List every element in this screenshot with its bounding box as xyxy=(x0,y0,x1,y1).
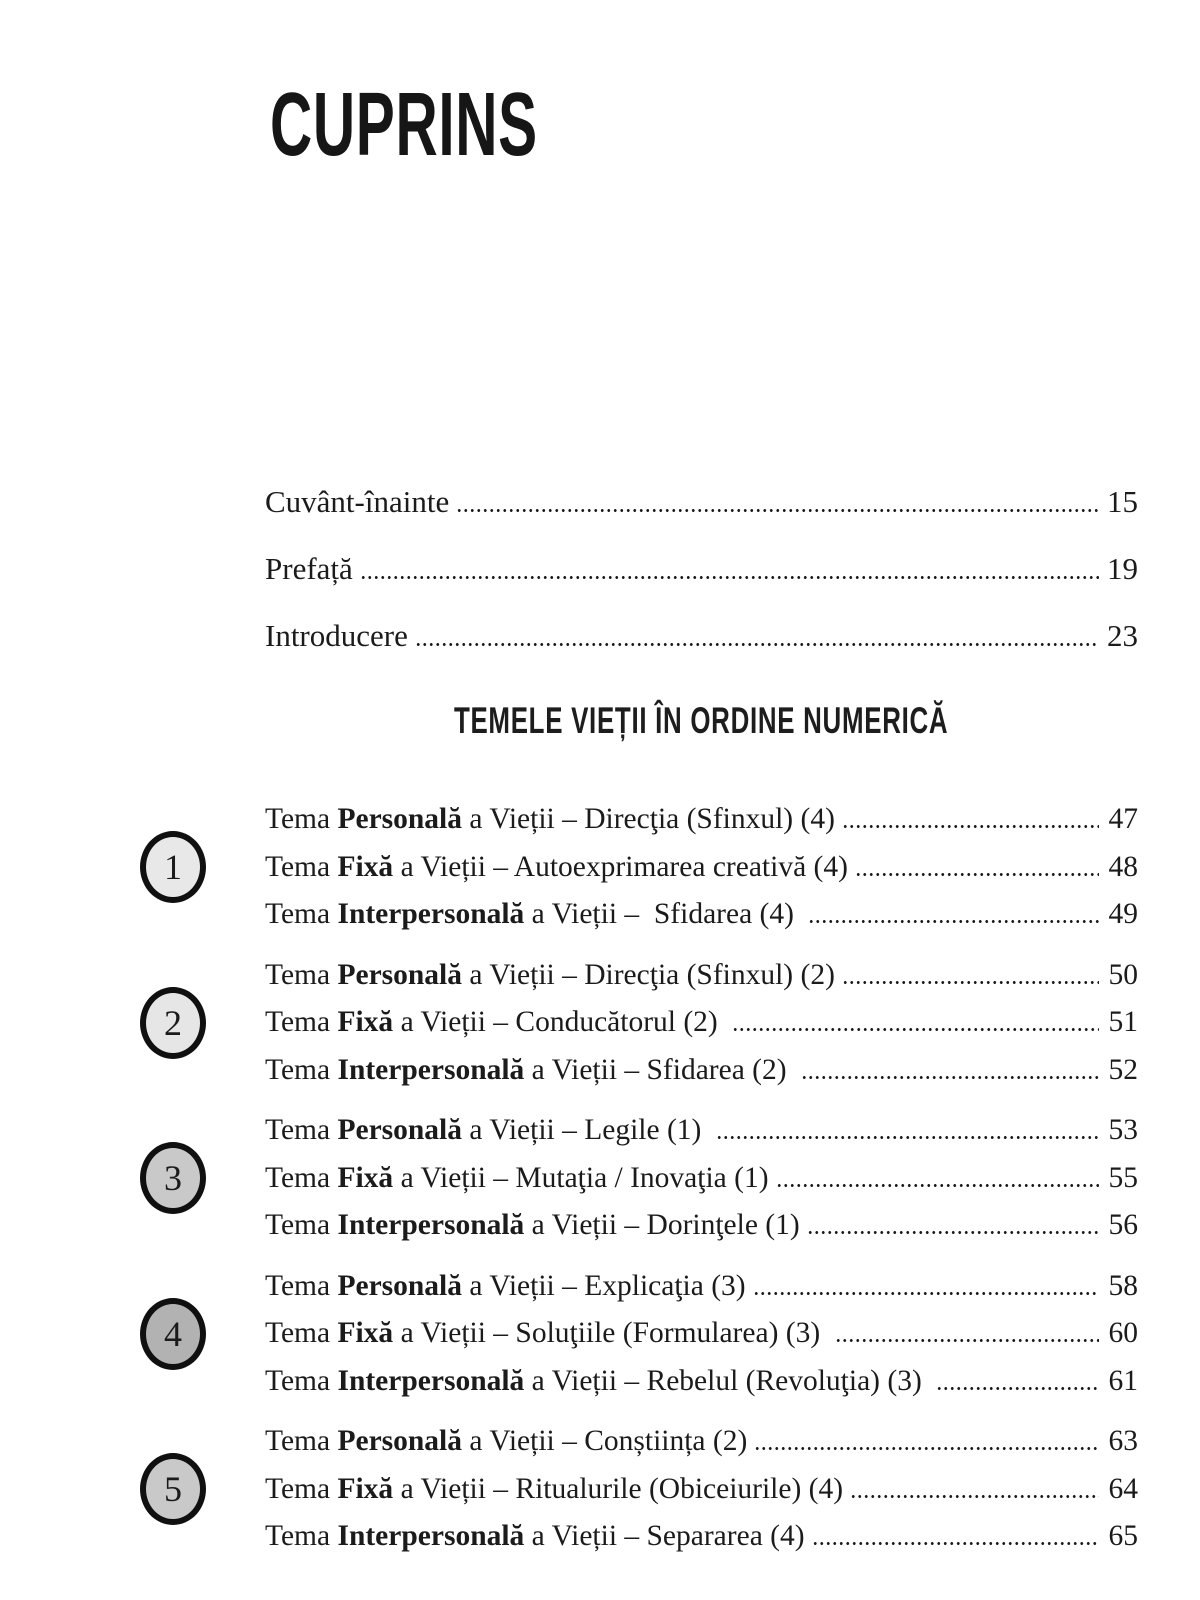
page-number: 52 xyxy=(1108,1053,1138,1086)
toc-entry-title: Tema Fixă a Vieții – Conducătorul (2) xyxy=(265,1006,726,1038)
page-number: 60 xyxy=(1108,1317,1138,1349)
toc-entry-title: Tema Interpersonală a Vieții – Rebelul (Revoluţia) (3) xyxy=(265,1364,930,1397)
group-number-badge xyxy=(140,987,206,1059)
group-gutter xyxy=(120,987,265,1059)
dot-leader xyxy=(415,643,1099,646)
dot-leader xyxy=(776,1184,1099,1187)
toc-group xyxy=(120,952,1138,1095)
toc-entry xyxy=(265,1047,1138,1095)
toc-entry xyxy=(265,1513,1138,1561)
page-number: 49 xyxy=(1108,898,1138,930)
toc-group xyxy=(120,1107,1138,1250)
dot-leader xyxy=(716,1136,1099,1139)
page-number: 64 xyxy=(1108,1472,1138,1505)
toc-group xyxy=(120,1418,1138,1561)
dot-leader xyxy=(855,873,1099,876)
toc-entry-title: Tema Fixă a Vieții – Autoexprimarea creativă (4) xyxy=(265,850,848,883)
dot-leader xyxy=(807,1231,1099,1234)
group-number: 4 xyxy=(164,1313,182,1354)
toc-entry-title: Tema Personală a Vieții – Explicaţia (3) xyxy=(265,1269,746,1302)
page-number: 23 xyxy=(1107,618,1138,653)
toc-entry xyxy=(265,952,1138,1000)
group-number-badge xyxy=(140,1142,206,1214)
dot-leader xyxy=(754,1447,1099,1450)
toc-entry-title: Tema Personală a Vieții – Direcţia (Sfinxul) (2) xyxy=(265,958,835,991)
page-number: 56 xyxy=(1108,1209,1138,1241)
toc-entry xyxy=(265,535,1138,602)
front-matter-list xyxy=(265,468,1138,669)
toc-entry-title: Tema Interpersonală a Vieții – Separarea (4) xyxy=(265,1520,805,1552)
toc-group xyxy=(120,796,1138,939)
toc-entry-title: Tema Personală a Vieții – Direcţia (Sfinxul) (4) xyxy=(265,803,835,835)
page-number: 47 xyxy=(1108,803,1138,835)
dot-leader xyxy=(835,1339,1099,1342)
page-number: 19 xyxy=(1107,551,1138,586)
group-number: 3 xyxy=(164,1158,182,1199)
dot-leader xyxy=(936,1387,1099,1390)
dot-leader xyxy=(732,1028,1099,1031)
group-gutter xyxy=(120,1142,265,1214)
page-number: 50 xyxy=(1108,958,1138,991)
group-gutter xyxy=(120,1298,265,1370)
toc-entry xyxy=(265,1418,1138,1466)
dot-leader xyxy=(753,1292,1099,1295)
toc-entry-title: Tema Fixă a Vieții – Mutaţia / Inovaţia (1) xyxy=(265,1161,769,1194)
group-number: 1 xyxy=(164,847,182,888)
page-title xyxy=(270,75,682,176)
page-number: 15 xyxy=(1107,484,1138,519)
toc-entry-title: Tema Interpersonală a Vieții – Sfidarea (2) xyxy=(265,1053,794,1086)
group-gutter xyxy=(120,1453,265,1525)
toc-entry xyxy=(265,999,1138,1047)
group-number-badge xyxy=(140,1298,206,1370)
dot-leader xyxy=(850,1495,1099,1498)
group-gutter xyxy=(120,831,265,903)
toc-entry-title: Tema Interpersonală a Vieții – Sfidarea (4) xyxy=(265,898,802,930)
section-heading-text: TEMELE VIEȚII ÎN ORDINE NUMERICĂ xyxy=(454,700,949,741)
page-number: 51 xyxy=(1108,1006,1138,1038)
toc-entry xyxy=(265,1310,1138,1358)
toc-entry xyxy=(265,602,1138,669)
section-heading xyxy=(265,700,1138,742)
dot-leader xyxy=(808,920,1099,923)
toc-entry-title: Tema Personală a Vieții – Legile (1) xyxy=(265,1114,709,1146)
page-number: 53 xyxy=(1108,1114,1138,1146)
toc-entry xyxy=(265,1358,1138,1406)
toc-entry xyxy=(265,1466,1138,1514)
group-number-badge xyxy=(140,1453,206,1525)
dot-leader xyxy=(801,1076,1099,1079)
toc-entry xyxy=(265,844,1138,892)
toc-entry xyxy=(265,891,1138,939)
toc-entry-title: Tema Fixă a Vieții – Soluţiile (Formularea) (3) xyxy=(265,1317,828,1349)
toc-entry xyxy=(265,1155,1138,1203)
page-title-text: CUPRINS xyxy=(270,75,538,176)
toc-entry-title: Cuvânt-înainte xyxy=(265,484,450,519)
group-number-badge xyxy=(140,831,206,903)
page-number: 63 xyxy=(1108,1425,1138,1457)
group-number: 2 xyxy=(164,1002,182,1043)
toc-entry xyxy=(265,796,1138,844)
toc-group xyxy=(120,1263,1138,1406)
dot-leader xyxy=(842,981,1099,984)
dot-leader xyxy=(456,509,1099,512)
toc-list xyxy=(120,796,1138,1574)
toc-entry-title: Prefață xyxy=(265,551,353,586)
toc-entry-title: Tema Interpersonală a Vieții – Dorinţele (1) xyxy=(265,1209,800,1241)
toc-entry xyxy=(265,468,1138,535)
dot-leader xyxy=(360,576,1099,579)
group-number: 5 xyxy=(164,1469,182,1510)
toc-entry-title: Tema Fixă a Vieții – Ritualurile (Obiceiurile) (4) xyxy=(265,1472,844,1505)
toc-entry-title: Tema Personală a Vieții – Conștiința (2) xyxy=(265,1425,748,1457)
page-number: 55 xyxy=(1108,1161,1138,1194)
toc-entry xyxy=(265,1263,1138,1311)
dot-leader xyxy=(842,825,1099,828)
toc-entry xyxy=(265,1107,1138,1155)
toc-entry xyxy=(265,1202,1138,1250)
dot-leader xyxy=(812,1542,1099,1545)
page-number: 65 xyxy=(1108,1520,1138,1552)
page-number: 48 xyxy=(1108,850,1138,883)
toc-entry-title: Introducere xyxy=(265,618,408,653)
page-number: 58 xyxy=(1108,1269,1138,1302)
page-number: 61 xyxy=(1108,1364,1138,1397)
